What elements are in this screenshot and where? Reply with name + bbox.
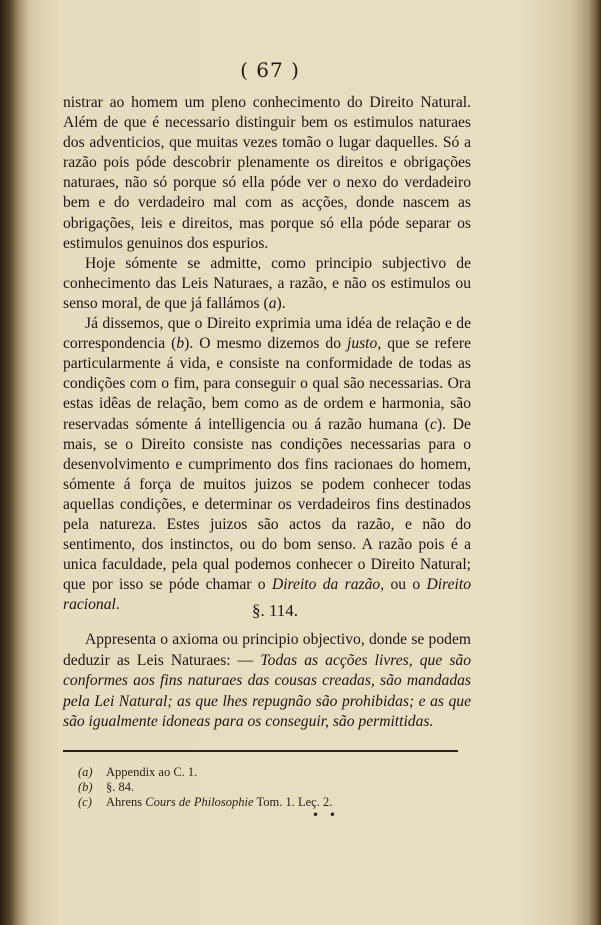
footnote-text xyxy=(106,780,134,795)
axiom-paragraph xyxy=(63,630,471,733)
footnote xyxy=(78,795,458,810)
body-paragraph-segment: a xyxy=(268,294,277,312)
footnote-mark: (b) xyxy=(78,780,93,794)
body-paragraph-segment: justo xyxy=(346,335,378,353)
body-paragraph xyxy=(63,314,471,615)
end-mark: • • xyxy=(312,808,339,822)
binding-edge xyxy=(0,0,18,925)
footnote-segment: Cours de Philosophie xyxy=(145,795,254,809)
body-paragraph-segment: ). O mesmo dizemos do xyxy=(184,335,347,353)
body-paragraph-segment: . xyxy=(115,596,120,614)
body-paragraph-segment: , que se refere particularmente á vida, e consiste na conformidade de todas as condições com o fim, para conseguir o qual são necessarias. Ora estas idêas de relação, bem como as de ordem e harmonia, são reservadas sómente á intelligencia ou á razão humana ( xyxy=(63,335,471,433)
body-paragraph xyxy=(63,254,471,314)
footnote-segment: Appendix ao C. 1. xyxy=(106,765,198,779)
footnote-segment: §. 84. xyxy=(106,780,135,794)
body-text xyxy=(63,93,471,615)
body-paragraph-segment: Já dissemos, que o Direito exprimia uma idéa de relação e de correspondencia ( xyxy=(63,315,471,353)
axiom-segment: Todas as acções livres, que são conformes aos fins naturaes das cousas creadas, são mandadas pela Lei Natural; as que lhes repugnão são prohibidas; e as que são igualmente idoneas para os conseguir, são permittidas. xyxy=(63,651,471,731)
body-paragraph-segment: Direito racional xyxy=(63,576,472,614)
section-heading: §. 114. xyxy=(251,601,299,620)
body-paragraph-segment: ). xyxy=(276,294,286,312)
body-paragraph-segment: , ou o xyxy=(380,576,427,594)
page-edge xyxy=(587,0,601,925)
footnote-segment: Tom. 1. Leç. 2. xyxy=(253,795,333,809)
footnote-segment: Ahrens xyxy=(106,795,146,809)
axiom-segment: Appresenta o axioma ou principio objectivo, donde se podem deduzir as Leis Naturaes: — xyxy=(63,631,471,669)
footnote-separator xyxy=(63,750,458,752)
footnote-text xyxy=(106,795,332,810)
body-paragraph-segment: Direito da razão xyxy=(271,576,381,594)
footnote-mark: (a) xyxy=(78,765,93,779)
footnote xyxy=(78,780,458,795)
page-number: ( 67 ) xyxy=(240,58,300,82)
body-paragraph xyxy=(63,93,471,254)
footnotes xyxy=(78,765,458,810)
body-paragraph-segment: b xyxy=(176,335,185,353)
body-paragraph-segment: nistrar ao homem um pleno conhecimento do Direito Natural. Além de que é necessario distinguir bem os estimulos naturaes dos adventicios, que muitas vezes tomão o lugar daquelles. Só a razão pois póde descobrir plenamente os direitos e obrigações naturaes, não só porque só ella póde ver o nexo do verdadeiro bem e do verdadeiro mal com as acções, donde nascem as obrigações, leis e direitos, mas porque só ella póde separar os estimulos genuinos dos espurios. xyxy=(63,94,471,252)
body-paragraph-segment: c xyxy=(429,415,437,433)
footnote-mark: (c) xyxy=(78,795,92,809)
body-paragraph-segment: Hoje sómente se admitte, como principio subjectivo de conhecimento das Leis Naturaes, a razão, e não os estimulos ou senso moral, de que já fallámos ( xyxy=(63,254,471,312)
footnote xyxy=(78,765,458,780)
footnote-text xyxy=(106,765,197,780)
body-paragraph-segment: ). De mais, se o Direito consiste nas condições necessarias para o desenvolvimento e cumprimento dos fins racionaes do homem, sómente á força de muitos juizos se podem conhecer todas aquellas condições, e determinar os verdadeiros fins destinados pela natureza. Estes juizos são actos da razão, e não do sentimento, dos instinctos, ou do bom senso. A razão pois é a unica faculdade, pela qual podemos conhecer o Direito Natural; que por isso se póde chamar o xyxy=(63,415,471,594)
